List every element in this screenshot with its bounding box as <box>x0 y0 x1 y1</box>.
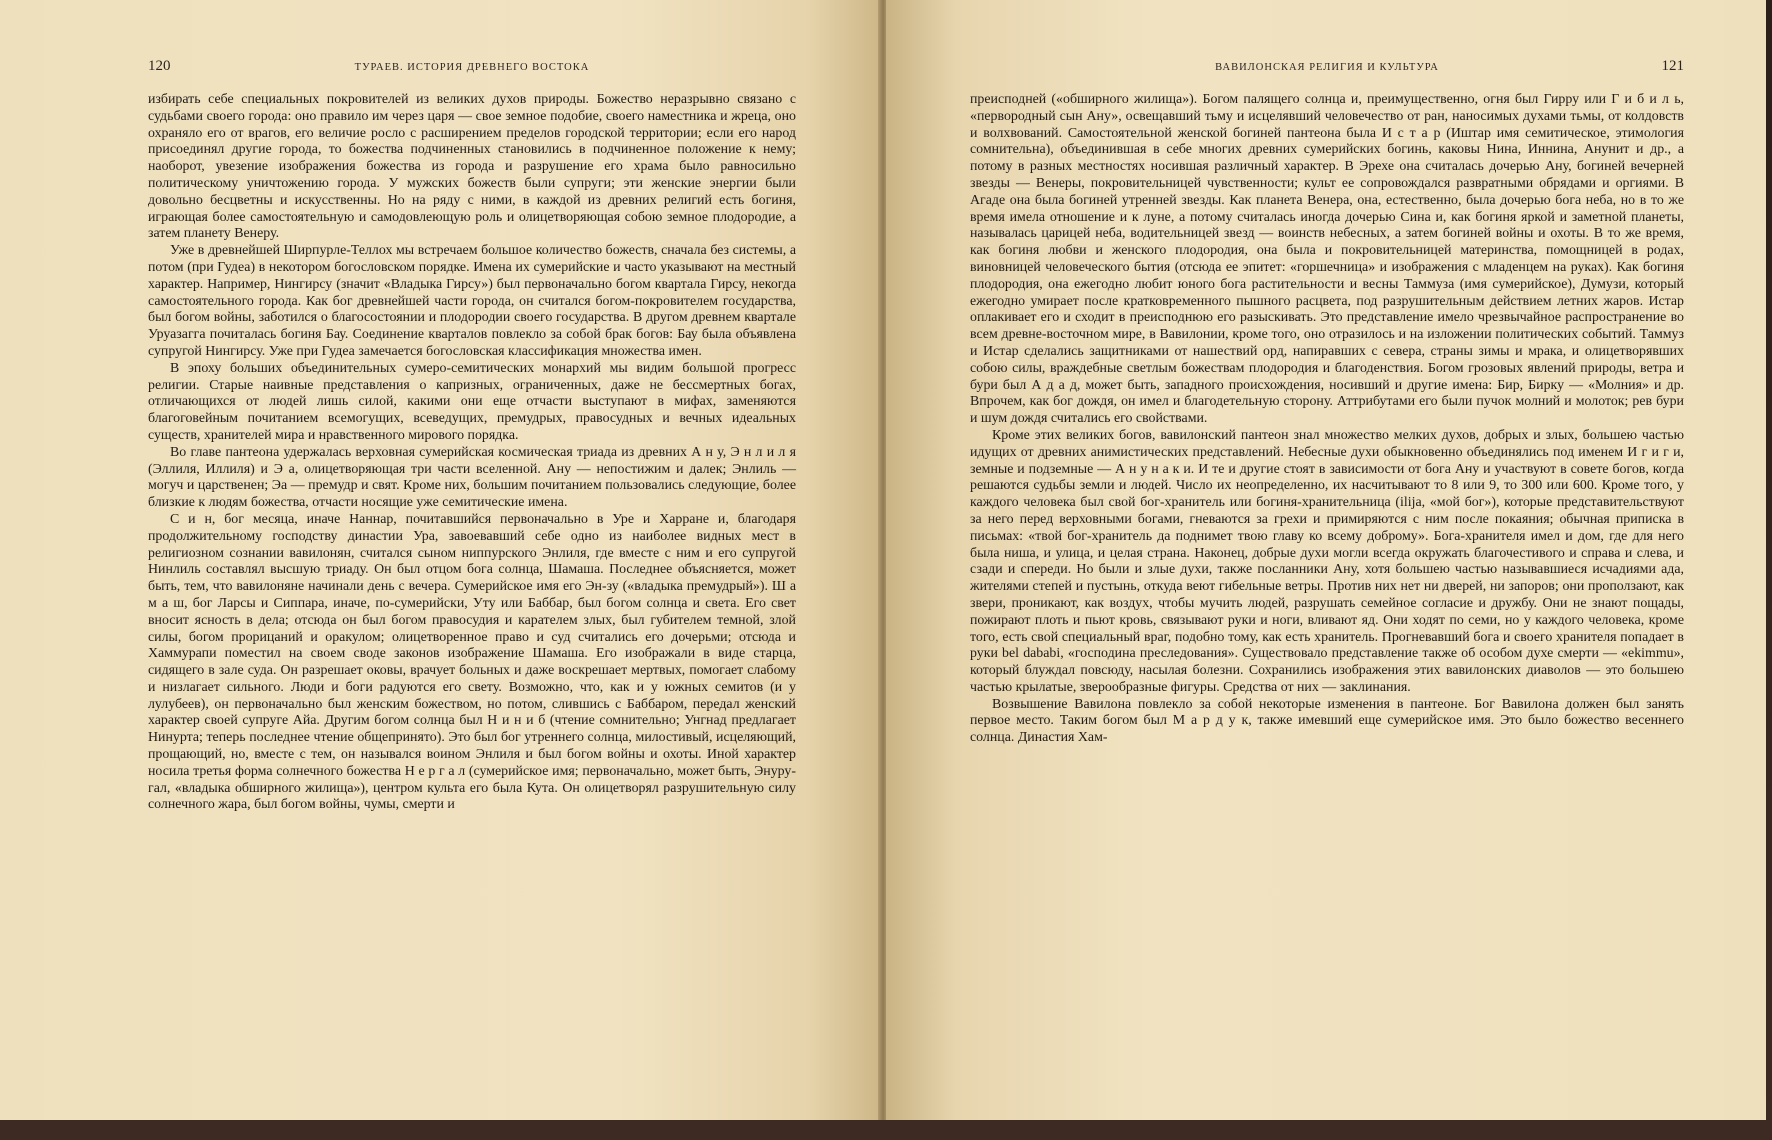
right-page-number: 121 <box>1661 58 1684 74</box>
left-paragraph-5: С и н, бог месяца, иначе Наннар, почитавшийся первоначально в Уре и Харране и, благодаря продолжительному господству династии Ура, завоевавший себе одно из наиболее видных мест в религиозном сознании вавилонян, считался сыном ниппурского Энлиля, где вместе с ним и его супругой Нинлиль составлял высшую триаду. Он был отцом бога солнца, Шамаша. Последнее объясняется, может быть, тем, что вавилоняне начинали день с вечера. Сумерийское имя его Эн-зу («владыка премудрый»). Ш а м а ш, бог Ларсы и Сиппара, иначе, по-сумерийски, Уту или Баббар, был богом солнца и света. Его свет вносит ясность в дела; отсюда он был богом правосудия и карателем злых, был губителем темной, злой силы, богом прорицаний и оракулом; олицетворенное право и суд считались его дочерьми; отсюда и Хаммурапи поместил на своем своде законов изображение Шамаша. Его изображали в виде старца, сидящего в зале суда. Он разрешает оковы, врачует больных и даже воскрешает мертвых, помогает слабому и низлагает сильного. Люди и боги радуются его свету. Возможно, что, как и у южных семитов (и у лулубеев), он первоначально был женским божеством, но потом, слившись с Баббаром, передал женский характер своей супруге Айа. Другим богом солнца был Н и н и б (чтение сомнительно; Унгнад предлагает Нинурта; теперь последнее чтение общепринято). Это был бог утреннего солнца, милостивый, исцеляющий, прощающий, но, вместе с тем, он назывался воином Энлиля и был богом войны и охоты. Иной характер носила третья форма солнечного божества Н е р г а л (сумерийское имя; первоначально, может быть, Энуру-гал, «владыка обширного жилища»), центром культа его была Кута. Он олицетворял разрушительную силу солнечного жара, был богом войны, чумы, смерти и <box>148 511 796 813</box>
left-page-header <box>148 58 796 92</box>
right-page-text <box>970 92 1684 747</box>
left-paragraph-2: Уже в древнейшей Ширпурле-Теллох мы встречаем большое количество божеств, сначала без системы, а потом (при Гудеа) в некотором богословском порядке. Имена их сумерийские и часто указывают на местный характер. Например, Нингирсу (значит «Владыка Гирсу») был первоначально богом квартала Гирсу, некогда самостоятельного города. Как бог древнейшей части города, он считался богом-покровителем государства, был богом войны, заботился о благосостоянии и плодородии своего государства. В другом древнем квартале Уруазагга почиталась богиня Бау. Соединение кварталов повлекло за собой брак богов: Бау была объявлена супругой Нингирсу. Уже при Гудеа замечается богословская классификация множества имен. <box>148 243 796 359</box>
right-page <box>886 0 1766 1120</box>
left-paragraph-3: В эпоху больших объединительных сумеро-семитических монархий мы видим большой прогресс религии. Старые наивные представления о капризных, ограниченных, даже не бессмертных богах, отличающихся от людей лишь силой, какими они еще отчасти выступают в мифах, заменяются благоговейным почитанием всемогущих, всеведущих, премудрых, правосудных и вечных идеальных существ, хранителей мира и нравственного мирового порядка. <box>148 360 796 443</box>
right-paragraph-2: Кроме этих великих богов, вавилонский пантеон знал множество мелких духов, добрых и злых, большею частью идущих от древних анимистических представлений. Небесные духи обыкновенно объединялись под именем И г и г и, земные и подземные — А н у н а к и. И те и другие стоят в зависимости от бога Ану и участвуют в совете богов, когда решаются судьбы земли и людей. Число их неопределенно, их насчитывают то 8 или 9, то 300 или 600. Кроме того, у каждого человека был свой бог-хранитель или богиня-хранительница (ilija, «мой бог»), которые представительствуют за него перед верховными богами, гневаются за грехи и примиряются с ним после покаяния; обычная приписка в письмах: «твой бог-хранитель да поднимет твою главу ко всему доброму». Бога-хранителя имел и дом, где для него была ниша, и улица, и целая страна. Наконец, добрые духи могли всегда окружать благочестивого и справа и слева, и сзади и спереди. Но были и злые духи, также посланники Ану, хотя большею частью называвшиеся исчадиями ада, жителями степей и пустынь, откуда веют гибельные ветры. Против них нет ни дверей, ни запоров; они проползают, как звери, проникают, как воздух, чтобы мучить людей, разрушать семейное согласие и дружбу. Они не знают пощады, пожирают плоть и пьют кровь, связывают руки и ноги, вливают яд. Они ходят по семи, но у каждого человека, кроме того, есть свой специальный враг, подобно тому, как есть хранитель. Прогневавший бога и своего хранителя попадает в руки bel dababi, «господина преследования». Существовало представление также об особом духе смерти — «ekimmu», который блуждал повсюду, насылая болезни. Сохранились изображения этих вавилонских диаволов — это большею частью крылатые, зверообразные фигуры. Средства от них — заклинания. <box>970 427 1684 695</box>
right-running-head: ВАВИЛОНСКАЯ РЕЛИГИЯ И КУЛЬТУРА <box>1215 62 1439 73</box>
left-page-text <box>148 92 796 814</box>
left-paragraph-4: Во главе пантеона удержалась верховная сумерийская космическая триада из древних А н у, Э н л и л я (Эллиля, Иллиля) и Э а, олицетворяющая три части вселенной. Ану — непостижим и далек; Энлиль — могуч и царственен; Эа — премудр и свят. Кроме них, большим почитанием пользовались следующие, более близкие к людям божества, отчасти носящие уже семитические имена. <box>148 444 796 511</box>
right-paragraph-1: преисподней («обширного жилища»). Богом палящего солнца и, преимущественно, огня был Гирру или Г и б и л ь, «первородный сын Ану», освещавший тьму и исцелявший человечество от ран, наносимых духами тьмы, от колдовств и волхвований. Самостоятельной женской богиней пантеона была И с т а р (Иштар имя семитическое, этимология сомнительна), объединившая в себе многих древних сумерийских богинь, каковы Нина, Иннина, Анунит и др., а потому в разных местностях носившая различный характер. В Эрехе она считалась дочерью Ану, богиней вечерней звезды — Венеры, покровительницей чувственности; культ ее сопровождался развратными обрядами и оргиями. В Агаде она была богиней утренней звезды. Как планета Венера, она, естественно, была дочерью бога неба, но в то же время имела отношение и к луне, а потому считалась иногда дочерью Сина и, как богиня яркой и заметной планеты, называлась царицей неба, водительницей звезд — воинств небесных, а затем богиней войны и охоты. В то же время, как богиня любви и женского плодородия, она была и покровительницей материнства, помощницей в родах, виновницей человеческого бытия (отсюда ее эпитет: «горшечница» и изображения с младенцем на руках). Как богиня плодородия, она ежегодно любит юного бога растительности и весны Таммуза (имя сумерийское), Думузи, который ежегодно умирает после кратковременного пышного расцвета, под разрушительным действием летних жаров. Истар оплакивает его и сходит в преисподнюю его разыскивать. Это представление имело чрезвычайное распространение во всем древне-восточном мире, в Вавилонии, кроме того, оно отразилось и на изложении политических событий. Таммуз и Истар сделались защитниками от нашествий орд, напиравших с севера, страны зимы и мрака, и олицетворявших собою силы, враждебные светлым божествам плодородия и благоденствия. Богом грозовых явлений природы, ветра и бури был А д а д, может быть, западного происхождения, носивший и другие имена: Бир, Бирку — «Молния» и др. Впрочем, как бог дождя, он имел и благодетельную сторону. Аттрибутами его были пучок молний и молоток; рев бури и шум дождя считались его свойствами. <box>970 92 1684 427</box>
right-paragraph-3: Возвышение Вавилона повлекло за собой некоторые изменения в пантеоне. Бог Вавилона должен был занять первое место. Таким богом был М а р д у к, также имевший еще сумерийское имя. Это было божество весеннего солнца. Династия Хам- <box>970 696 1684 746</box>
left-page-number: 120 <box>148 58 171 74</box>
right-page-header <box>970 58 1684 92</box>
left-page <box>0 0 880 1120</box>
left-paragraph-1: избирать себе специальных покровителей из великих духов природы. Божество неразрывно связано с судьбами своего города: оно правило им через царя — свое земное подобие, своего наместника и жреца, оно охраняло его от врагов, его величие росло с расширением пределов городской территории; если его народ присоединял другие города, то божества подчиненных становились в подчиненное положение к нему; наоборот, увезение изображения божества из города и разрушение его храма было равносильно политическому уничтожению города. У мужских божеств были супруги; эти женские энергии были довольно бесцветны и искусственны. Но на ряду с ними, в каждой из древних религий есть богиня, играющая более самостоятельную и самодовлеющую роль и олицетворяющая собою земное плодородие, а затем планету Венеру. <box>148 92 796 242</box>
left-running-head: ТУРАЕВ. ИСТОРИЯ ДРЕВНЕГО ВОСТОКА <box>354 62 590 73</box>
